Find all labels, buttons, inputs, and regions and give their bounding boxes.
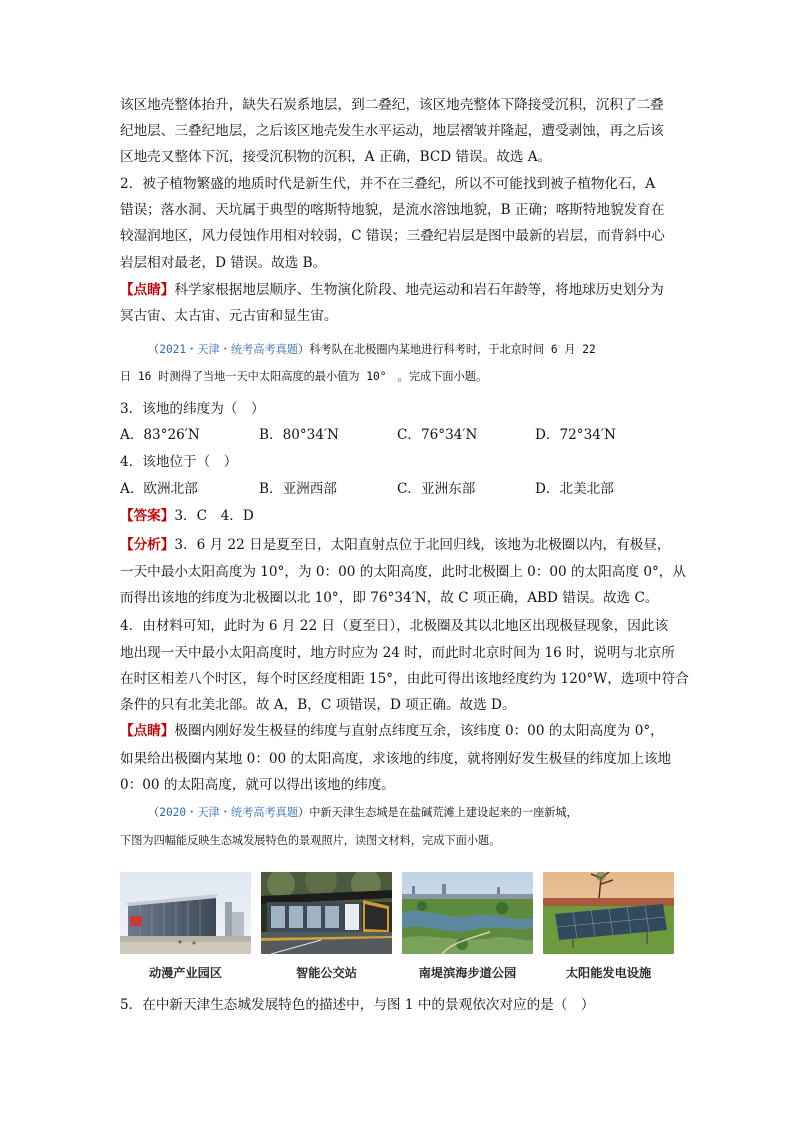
bus-stop-photo [261,872,392,954]
text-line: 岩层相对最老，D 错误。故选 B。 [120,255,327,271]
photo-strip [120,872,676,956]
photo-caption: 南堤滨海步道公园 [418,966,517,980]
option-a[interactable]: A．83°26′N [120,427,200,443]
analysis-paragraph [120,532,671,558]
animation-park-photo [120,872,251,954]
question-source: （2021・天津・统考高考真题）科考队在北极圈内某地进行科考时，于北京时间 6 月 22 [148,343,596,356]
source-text: 下图为四幅能反映生态城发展特色的景观照片，读图文材料，完成下面小题。 [120,834,501,847]
dianjing-text: 极圈内刚好发生极昼的纬度与直射点纬度互余，该纬度 0：00 的太阳高度为 0°， [174,723,664,739]
question-stem: 3．该地的纬度为（ ） [120,401,265,417]
dianjing-tag: 【点睛】 [120,282,175,298]
text-line: 地出现一天中最小太阳高度时，地方时应为 24 时，而此时北京时间为 16 时，说明与北京所 [120,645,675,661]
text-line: 该区地壳整体抬升，缺失石炭系地层，到二叠纪，该区地壳整体下降接受沉积，沉积了二叠 [120,97,664,113]
text-line: 纪地层、三叠纪地层，之后该区地壳发生水平运动，地层褶皱并隆起，遭受剥蚀，再之后该 [120,123,664,139]
text-line: 而得出该地的纬度为北极圈以北 10°，即 76°34′N，故 C 项正确，ABD 错误。故选 C。 [120,590,659,606]
seaside-park-photo [402,872,533,954]
answer-tag: 【答案】 [120,508,175,524]
dianjing-tag: 【点睛】 [120,723,175,739]
option-c[interactable]: C．76°34′N [397,427,478,443]
text-line: 0：00 的太阳高度，就可以得出该地的纬度。 [120,777,395,793]
option-d[interactable]: D．72°34′N [535,427,616,443]
question-stem: 5．在中新天津生态城发展特色的描述中，与图 1 中的景观依次对应的是（ ） [120,997,595,1013]
dianjing-paragraph [120,718,664,744]
option-b[interactable]: B．80°34′N [259,427,339,443]
analysis-text: 3．6 月 22 日是夏至日，太阳直射点位于北回归线，该地为北极圈以内，有极昼， [174,537,671,553]
option-b[interactable]: B．亚洲西部 [259,481,337,497]
analysis-tag: 【分析】 [120,537,175,553]
question-stem: 4．该地位于（ ） [120,454,238,470]
text-line: 条件的只有北美北部。故 A，B，C 项错误，D 项正确。故选 D。 [120,697,516,713]
answer-text: 3．C 4．D [174,508,254,524]
text-line: 4．由材料可知，此时为 6 月 22 日（夏至日），北极圈及其以北地区出现极昼现象，因此该 [120,618,669,634]
answer-line [120,503,254,529]
source-label: 2021・天津・统考高考真题 [159,343,299,356]
text-line: 较湿润地区，风力侵蚀作用相对较弱，C 错误；三叠纪岩层是图中最新的岩层，而背斜中心 [120,228,665,244]
question-source: （2020・天津・统考高考真题）中新天津生态城是在盐碱荒滩上建设起来的一座新城， [148,806,578,819]
text-line: 在时区相差八个时区，每个时区经度相距 15°，由此可得出该地经度约为 120°W，选项中符合 [120,671,689,687]
dianjing-text: 科学家根据地层顺序、生物演化阶段、地壳运动和岩石年龄等，将地球历史划分为 [174,282,664,298]
text-line: 2．被子植物繁盛的地质时代是新生代，并不在三叠纪，所以不可能找到被子植物化石，A [120,176,656,192]
solar-panel-photo [543,872,674,954]
photo-caption: 智能公交站 [296,966,357,980]
source-text: 中新天津生态城是在盐碱荒滩上建设起来的一座新城， [309,806,578,819]
text-line: 错误；落水洞、天坑属于典型的喀斯特地貌，是流水溶蚀地貌，B 正确；喀斯特地貌发育在 [120,202,665,218]
source-label: 2020・天津・统考高考真题 [159,806,299,819]
source-text: 科考队在北极圈内某地进行科考时，于北京时间 6 月 22 [309,343,596,356]
option-a[interactable]: A．欧洲北部 [120,481,198,497]
text-line: 一天中最小太阳高度为 10°，为 0：00 的太阳高度，此时北极圈上 0：00 的太阳高度 0°，从 [120,564,686,580]
dianjing-paragraph [120,277,664,303]
source-text: 日 16 时测得了当地一天中太阳高度的最小值为 10° 。完成下面小题。 [120,370,488,383]
option-d[interactable]: D．北美北部 [535,481,614,497]
option-c[interactable]: C．亚洲东部 [397,481,476,497]
photo-caption: 动漫产业园区 [148,966,223,980]
text-line: 如果给出极圈内某地 0：00 的太阳高度，求该地的纬度，就将刚好发生极昼的纬度加上该地 [120,751,672,767]
text-line: 区地壳又整体下沉，接受沉积物的沉积，A 正确，BCD 错误。故选 A。 [120,149,552,165]
photo-caption: 太阳能发电设施 [565,966,652,980]
text-line: 冥古宙、太古宙、元古宙和显生宙。 [120,308,338,324]
